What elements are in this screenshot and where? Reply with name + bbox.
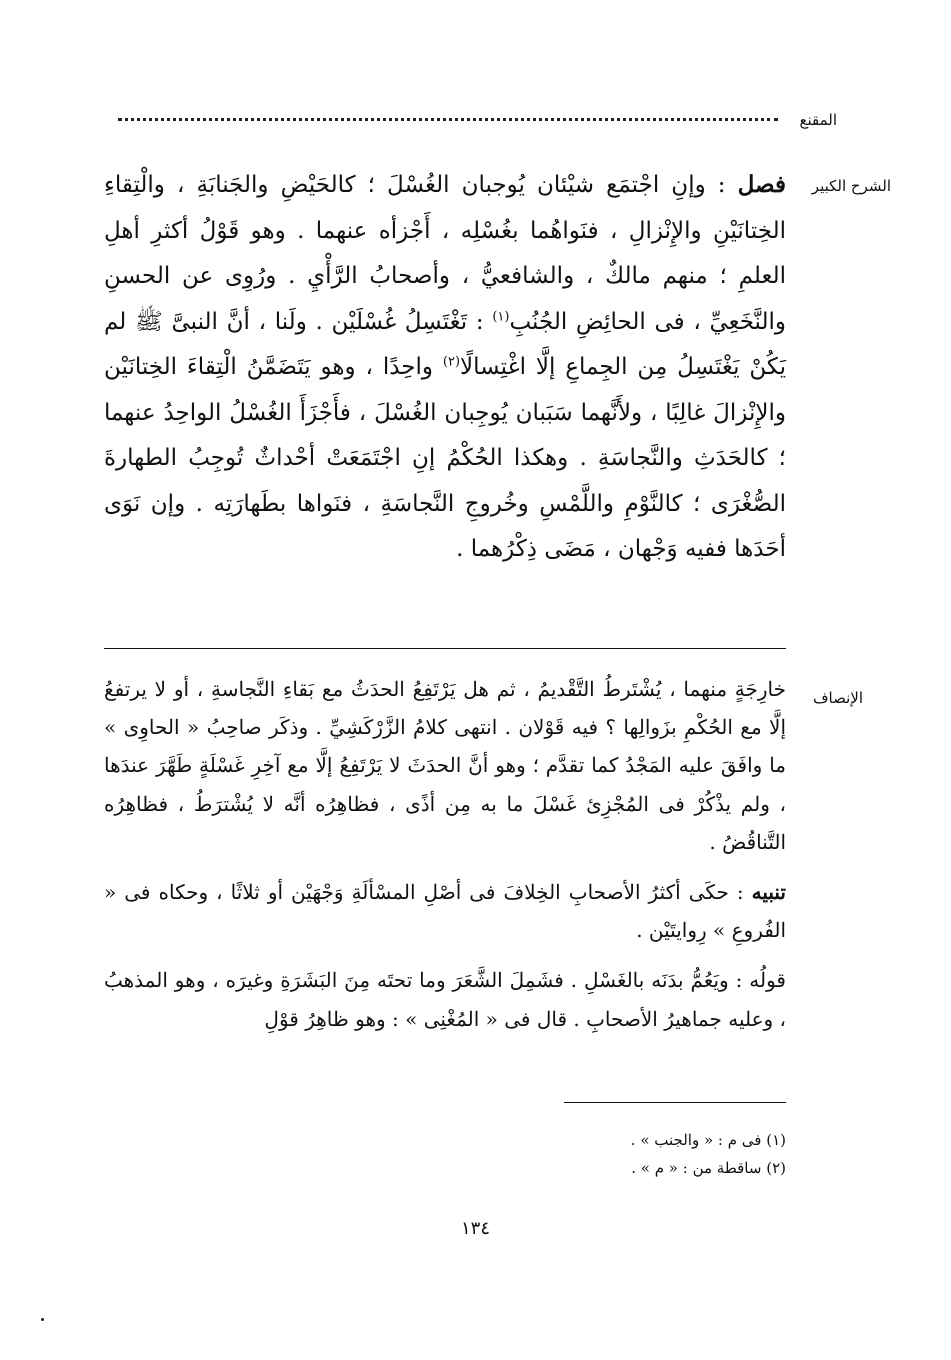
- sharh-text-block: [104, 162, 786, 573]
- footnote-2: (٢) ساقطة من : « م » .: [631, 1159, 786, 1177]
- sharh-text-part1: : وإنِ اجْتمَع شيْئان يُوجبان الغُسْلَ ؛ كالحَيْضِ والجَنابَةِ ، والْتِقاءِ الخِتانَيْنِ والإِنْزالِ ، فنَواهُما بغُسْلِه ، أَجْزأه عنهما . وهو قَوْلُ أكثرِ أهلِ العلمِ ؛ منهم مالكٌ ، والشافعيُّ ، وأصحابُ الرَّأْيِ . ورُوِى عن الحسنِ والنَّخَعِيِّ ، فى الحائِضِ الجُنُبِ: [104, 172, 787, 335]
- sharh-text-part2: : تَغْتَسِلُ غُسْلَيْن . ولَنا ، أنَّ النبىَّ ﷺ لم يَكُنْ يَغْتَسِلُ مِن الجِماعِ إلَّا اغْتِسالًا: [104, 308, 786, 380]
- insaf-paragraph-2: [104, 873, 786, 949]
- sharh-paragraph: [104, 162, 786, 573]
- scan-speck: [41, 1318, 44, 1321]
- sharh-text-part3: واحِدًا ، وهو يَتَضَمَّنُ الْتِقاءَ الخِتانَيْن والإِنْزالَ غالِبًا ، ولأَنَّهما سَبَبان يُوجِبان الغُسْلَ ، فأَجْزَأَ الغُسْلُ الواحِدُ عنهما ؛ كالحَدَثِ والنَّجاسَةِ . وهكذا الحُكْمُ إنِ اجْتَمَعَتْ أحْداثٌ تُوجِبُ الطهارةَ الصُّغْرَى ؛ كالنَّوْمِ واللَّمْسِ وخُروجِ النَّجاسَةِ ، فنَواها بطَهارَتِه . وإن نَوَى أحَدَها ففيه وَجْهان ، مَضَى ذِكْرُهما .: [104, 354, 786, 562]
- footnote-ref-1: (١): [492, 308, 510, 324]
- page-number: ١٣٤: [460, 1218, 490, 1239]
- tanbih-heading: تنبيه: [751, 880, 786, 905]
- footnote-rule: [564, 1102, 786, 1103]
- section-separator: [104, 648, 786, 649]
- footnotes: [104, 1126, 786, 1182]
- insaf-paragraph-1: خارِجَةٍ منهما ، يُشْتَرطُ التَّقْديمُ ، ثم هل يَرْتَفِعُ الحدَثُ مع بَقاءِ النَّجاسةِ ، أو لا يرتفعُ إلَّا مع الحُكْمِ بزَوالِها ؟ فيه قَوْلان . انتهى كلامُ الزَّرْكَشِيِّ . وذكَر صاحِبُ « الحاوِى » ما وافَقَ عليه المَجْدُ كما تقدَّم ؛ وهو أنَّ الحدَثَ لا يَرْتَفِعُ إلَّا مع آخِرِ غَسْلَةٍ طَهَّرَ عندَها ، ولم يذْكُرْ فى المُجْزِئ غَسْلَ ما به مِن أذًى ، فظاهِرُه أنَّه لا يُشْترَطُ ، فظاهِرُه التَّناقُضُ .: [104, 677, 786, 854]
- header-dotted-rule: [118, 118, 778, 121]
- insaf-text-block: [104, 670, 786, 1038]
- footnote-1: (١) فى م : « والجنب » .: [630, 1131, 786, 1149]
- insaf-paragraph-2-text: : حكَى أكثرُ الأصحابِ الخِلافَ فى أصْلِ المسْألَةِ وَجْهَيْن أو ثلاثًا ، وحكاه فى « الفُروعِ » رِوايتَيْن .: [104, 880, 786, 943]
- insaf-section-label: الإنصاف: [812, 689, 863, 707]
- section-heading-fasl: فصل: [737, 171, 786, 198]
- sharh-section-label: الشرح الكبير: [811, 177, 891, 195]
- insaf-paragraph-3: قولُه : ويَعُمُّ بدَنَه بالغَسْلِ . فشَمِلَ الشَّعَرَ وما تحتَه مِنَ البَشَرَةِ وغيرَه ، وهو المذهبُ ، وعليه جماهيرُ الأصحابِ . قال فى « المُغْنِى » : وهو ظاهِرُ قوْلِ: [104, 968, 786, 1031]
- book-title-header: المقنع: [799, 111, 837, 129]
- footnote-ref-2: (٢): [442, 354, 461, 370]
